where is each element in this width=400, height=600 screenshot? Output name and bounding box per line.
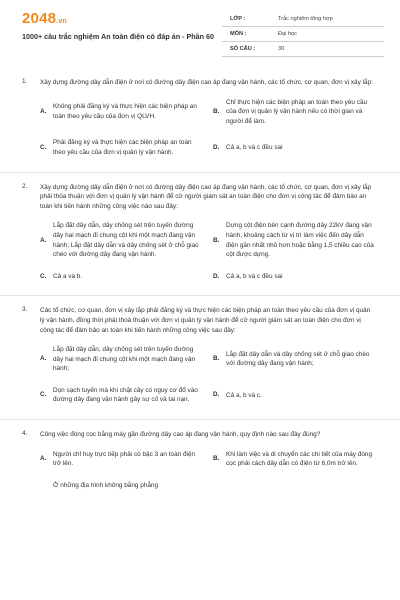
option-letter: C. xyxy=(40,272,47,280)
option-text: Cả a, b và c đều sai xyxy=(226,144,283,152)
option-text: Lắp đặt dây dẫn, dây chống sét trên tuyến đường dây hai mạch đi chung cột khi một mạch đang vận hành; xyxy=(53,346,196,373)
question-divider xyxy=(0,295,400,296)
option-c[interactable] xyxy=(40,481,203,491)
document-header xyxy=(0,0,400,66)
option-b[interactable] xyxy=(213,450,376,469)
question-number: 4. xyxy=(22,430,28,438)
logo-suffix: .vn xyxy=(56,18,67,25)
meta-value: 30 xyxy=(278,46,285,52)
question-divider xyxy=(0,172,400,173)
option-letter: A. xyxy=(40,355,47,363)
option-a[interactable] xyxy=(40,98,203,127)
answer-options xyxy=(40,98,376,170)
question-3 xyxy=(0,306,400,417)
option-a[interactable] xyxy=(40,450,203,469)
meta-key: SỐ CÂU : xyxy=(230,46,256,52)
question-number: 3. xyxy=(22,306,28,314)
question-text: Xây dựng đường dây dẫn điện ở nơi có đường dây điện cao áp đang vận hành, các tổ chức, cơ quan, đơn vị xây lắp phải thỏa thuận với đơn vị quản lý vận hành để cử người giám sát an toàn điện cho đơn vị công tác để đảm bảo an toàn khi tiến hành những công việc nào sau đây: xyxy=(40,183,372,210)
site-logo[interactable] xyxy=(22,10,67,27)
question-number: 1. xyxy=(22,78,28,85)
question-1 xyxy=(0,78,400,170)
question-number: 2. xyxy=(22,182,28,190)
option-c[interactable] xyxy=(40,272,203,282)
option-d[interactable] xyxy=(213,272,376,282)
option-letter: B. xyxy=(213,355,220,363)
question-list xyxy=(0,78,400,502)
meta-row-class xyxy=(222,12,384,27)
meta-value: Trắc nghiệm tổng hợp xyxy=(278,16,333,22)
question-divider xyxy=(0,419,400,420)
option-text: Lắp đặt dây dẫn và dây chống sét ở chỗ giao chéo với đường dây đang vận hành; xyxy=(226,350,370,368)
option-c[interactable] xyxy=(40,138,203,157)
document-meta-table xyxy=(222,12,384,57)
option-letter: B. xyxy=(213,236,220,244)
option-d[interactable] xyxy=(213,386,376,405)
option-text: Cả a, b và c. xyxy=(226,391,262,399)
option-text: Không phải đăng ký và thực hiện các biện pháp an toàn theo yêu cầu của đơn vị QLVH. xyxy=(53,103,197,120)
answer-options xyxy=(40,221,376,293)
option-text: Người chỉ huy trực tiếp phải có bậc 3 an toàn điện trở lên. xyxy=(53,450,196,468)
option-letter: C. xyxy=(40,144,47,152)
question-4 xyxy=(0,430,400,502)
document-title: 1000+ câu trắc nghiệm An toàn điện có đáp án - Phần 60 xyxy=(22,32,215,41)
option-b[interactable] xyxy=(213,221,376,259)
option-letter: B. xyxy=(213,455,220,463)
answer-options xyxy=(40,450,376,503)
option-text: Cả a và b. xyxy=(53,272,83,280)
option-letter: D. xyxy=(213,391,220,399)
option-letter: B. xyxy=(213,108,220,116)
option-text: Chỉ thực hiện các biện pháp an toàn theo yêu cầu của đơn vị quản lý vận hành nếu có thời gian và người để làm. xyxy=(226,98,368,125)
meta-value: Đại học xyxy=(278,31,297,37)
option-letter: A. xyxy=(40,108,47,116)
meta-row-subject xyxy=(222,27,384,42)
option-text: Ở những địa hình không bằng phẳng xyxy=(53,481,158,489)
option-letter: C. xyxy=(40,391,47,399)
meta-row-question-count xyxy=(222,42,384,57)
option-text: Lắp đặt dây dẫn, dây chống sét trên tuyến đường dây hai mạch đi chung cột khi một mạch đang vận hành; Lắp đặt dây dẫn và dây chống sét ở chỗ giao chéo với đường dây đang vận hành. xyxy=(53,222,199,259)
question-2 xyxy=(0,183,400,294)
option-text: Dọn sạch tuyến mà khi chặt cây có nguy cơ đổ vào đường dây đang vận hành gây sự cố và tai nạn. xyxy=(53,386,198,404)
option-text: Cả a, b và c đều sai xyxy=(226,272,283,280)
option-c[interactable] xyxy=(40,386,203,405)
question-text: Các tổ chức, cơ quan, đơn vị xây lắp phải đăng ký và thực hiện các biện pháp an toàn theo yêu cầu của đơn vị quản lý vận hành, đồng thời phải thoả thuận với đơn vị quản lý vận hành để cử người giám sát an toàn điện cho đơn vị công tác để đảm bảo an toàn khi tiến hành những công việc sau đây: xyxy=(40,307,371,334)
option-letter: A. xyxy=(40,455,47,463)
option-text: Dựng cột điện bên cạnh đường dây 22kV đang vận hành, khoảng cách từ vị trí làm việc đến dây dẫn điện gần nhất nhỏ hơn hoặc bằng 1,5 chiều cao của cột được dựng. xyxy=(226,222,374,259)
question-text: Xây dựng đường dây dẫn điện ở nơi có đường dây điện cao áp đang vận hành, các tổ chức, cơ quan, đơn vị xây lắp: xyxy=(40,79,373,86)
option-b[interactable] xyxy=(213,98,376,127)
option-b[interactable] xyxy=(213,345,376,374)
option-text: Phải đăng ký và thực hiện các biện pháp an toàn theo yêu cầu của đơn vị quản lý vận hành. xyxy=(53,139,192,156)
option-text: Khi làm việc và di chuyển các chi tiết của máy đóng cọc phải cách dây dẫn có điện từ 6,0m trở lên. xyxy=(226,450,372,468)
option-letter: D. xyxy=(213,272,220,280)
meta-key: LỚP : xyxy=(230,16,246,22)
answer-options xyxy=(40,345,376,417)
option-a[interactable] xyxy=(40,221,203,259)
option-letter: A. xyxy=(40,236,47,244)
option-letter: D. xyxy=(213,144,220,152)
logo-main: 2048 xyxy=(22,10,57,27)
question-text: Công việc đóng cọc bằng máy gần đường dây cao áp đang vận hành, quy định nào sau đây đúng? xyxy=(40,431,321,439)
option-d[interactable] xyxy=(213,138,376,157)
option-a[interactable] xyxy=(40,345,203,374)
meta-key: MÔN : xyxy=(230,31,247,37)
